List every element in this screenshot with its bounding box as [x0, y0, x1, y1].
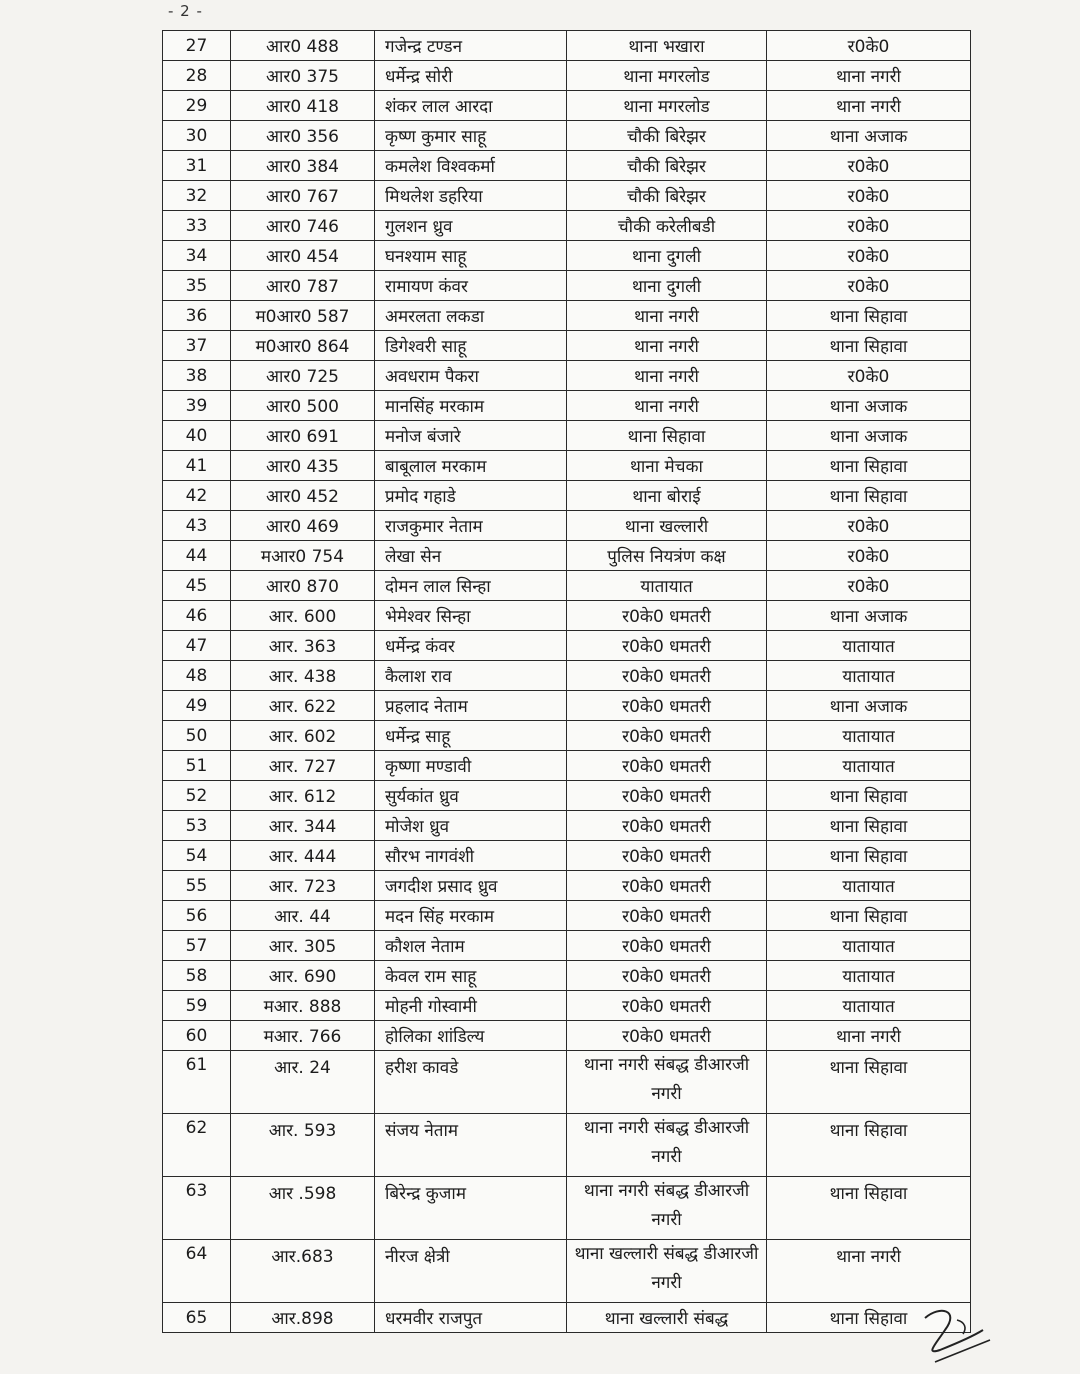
badge-number-cell: आर0 488 — [231, 31, 375, 61]
serial-number-cell: 61 — [163, 1051, 231, 1114]
posted-to-cell: थाना सिहावा — [767, 331, 971, 361]
table-row — [163, 721, 971, 751]
table-row — [163, 121, 971, 151]
serial-number-cell: 65 — [163, 1303, 231, 1333]
posted-to-cell: थाना सिहावा — [767, 1303, 971, 1333]
table-row — [163, 1303, 971, 1333]
name-cell: मोजेश ध्रुव — [375, 811, 567, 841]
badge-number-cell: आर.683 — [231, 1240, 375, 1303]
posted-from-cell: र0के0 धमतरी — [567, 631, 767, 661]
name-cell: कौशल नेताम — [375, 931, 567, 961]
badge-number-cell: आर. 444 — [231, 841, 375, 871]
serial-number-cell: 27 — [163, 31, 231, 61]
posted-from-cell: र0के0 धमतरी — [567, 1021, 767, 1051]
serial-number-cell: 43 — [163, 511, 231, 541]
posted-to-cell: यातायात — [767, 991, 971, 1021]
name-cell: हरीश कावडे — [375, 1051, 567, 1114]
table-row — [163, 181, 971, 211]
serial-number-cell: 42 — [163, 481, 231, 511]
posted-from-cell: र0के0 धमतरी — [567, 871, 767, 901]
posted-to-cell: र0के0 — [767, 241, 971, 271]
table-row — [163, 901, 971, 931]
badge-number-cell: आर. 24 — [231, 1051, 375, 1114]
serial-number-cell: 60 — [163, 1021, 231, 1051]
posted-to-cell: यातायात — [767, 871, 971, 901]
serial-number-cell: 47 — [163, 631, 231, 661]
badge-number-cell: आर0 435 — [231, 451, 375, 481]
badge-number-cell: आर. 600 — [231, 601, 375, 631]
posted-to-cell: थाना अजाक — [767, 601, 971, 631]
posted-from-cell: थाना खल्लारी संबद्ध — [567, 1303, 767, 1333]
posted-to-cell: थाना अजाक — [767, 691, 971, 721]
badge-number-cell: आर0 469 — [231, 511, 375, 541]
serial-number-cell: 49 — [163, 691, 231, 721]
serial-number-cell: 53 — [163, 811, 231, 841]
posted-from-cell: र0के0 धमतरी — [567, 991, 767, 1021]
name-cell: सुर्यकांत ध्रुव — [375, 781, 567, 811]
name-cell: शंकर लाल आरदा — [375, 91, 567, 121]
posted-from-cell: थाना नगरी संबद्ध डीआरजी नगरी — [567, 1177, 767, 1240]
table-row — [163, 691, 971, 721]
posted-from-cell: थाना खल्लारी संबद्ध डीआरजी नगरी — [567, 1240, 767, 1303]
serial-number-cell: 46 — [163, 601, 231, 631]
serial-number-cell: 58 — [163, 961, 231, 991]
posted-to-cell: र0के0 — [767, 271, 971, 301]
table-row — [163, 31, 971, 61]
name-cell: मानसिंह मरकाम — [375, 391, 567, 421]
name-cell: धरमवीर राजपुत — [375, 1303, 567, 1333]
posted-from-cell: यातायात — [567, 571, 767, 601]
serial-number-cell: 32 — [163, 181, 231, 211]
name-cell: धर्मेन्द्र कंवर — [375, 631, 567, 661]
badge-number-cell: आर0 767 — [231, 181, 375, 211]
posted-from-cell: चौकी करेलीबडी — [567, 211, 767, 241]
name-cell: अमरलता लकडा — [375, 301, 567, 331]
posted-from-cell: र0के0 धमतरी — [567, 931, 767, 961]
table-row — [163, 61, 971, 91]
posted-to-cell: र0के0 — [767, 361, 971, 391]
badge-number-cell: आर0 452 — [231, 481, 375, 511]
badge-number-cell: म0आर0 864 — [231, 331, 375, 361]
transfer-table — [162, 30, 971, 1333]
posted-to-cell: थाना सिहावा — [767, 901, 971, 931]
badge-number-cell: आर0 746 — [231, 211, 375, 241]
serial-number-cell: 45 — [163, 571, 231, 601]
serial-number-cell: 44 — [163, 541, 231, 571]
table-row — [163, 961, 971, 991]
posted-to-cell: र0के0 — [767, 151, 971, 181]
posted-to-cell: थाना नगरी — [767, 1021, 971, 1051]
name-cell: अवधराम पैकरा — [375, 361, 567, 391]
name-cell: राजकुमार नेताम — [375, 511, 567, 541]
table-row — [163, 361, 971, 391]
serial-number-cell: 39 — [163, 391, 231, 421]
serial-number-cell: 63 — [163, 1177, 231, 1240]
badge-number-cell: आर0 870 — [231, 571, 375, 601]
table-row — [163, 781, 971, 811]
name-cell: कमलेश विश्वकर्मा — [375, 151, 567, 181]
badge-number-cell: मआर. 888 — [231, 991, 375, 1021]
serial-number-cell: 52 — [163, 781, 231, 811]
name-cell: मदन सिंह मरकाम — [375, 901, 567, 931]
badge-number-cell: आर. 612 — [231, 781, 375, 811]
posted-from-cell: थाना नगरी — [567, 391, 767, 421]
badge-number-cell: आर0 691 — [231, 421, 375, 451]
posted-from-cell: र0के0 धमतरी — [567, 781, 767, 811]
serial-number-cell: 36 — [163, 301, 231, 331]
table-row — [163, 451, 971, 481]
table-row — [163, 601, 971, 631]
name-cell: प्रहलाद नेताम — [375, 691, 567, 721]
name-cell: बाबूलाल मरकाम — [375, 451, 567, 481]
posted-to-cell: यातायात — [767, 631, 971, 661]
serial-number-cell: 57 — [163, 931, 231, 961]
posted-from-cell: थाना सिहावा — [567, 421, 767, 451]
table-row — [163, 1177, 971, 1240]
table-row — [163, 1240, 971, 1303]
badge-number-cell: आर. 438 — [231, 661, 375, 691]
posted-from-cell: थाना मेचका — [567, 451, 767, 481]
name-cell: गुलशन ध्रुव — [375, 211, 567, 241]
badge-number-cell: मआर0 754 — [231, 541, 375, 571]
serial-number-cell: 30 — [163, 121, 231, 151]
posted-to-cell: थाना सिहावा — [767, 811, 971, 841]
table-row — [163, 421, 971, 451]
table-row — [163, 211, 971, 241]
serial-number-cell: 33 — [163, 211, 231, 241]
serial-number-cell: 40 — [163, 421, 231, 451]
posted-to-cell: थाना सिहावा — [767, 841, 971, 871]
posted-to-cell: र0के0 — [767, 541, 971, 571]
posted-from-cell: र0के0 धमतरी — [567, 961, 767, 991]
serial-number-cell: 37 — [163, 331, 231, 361]
posted-from-cell: थाना दुगली — [567, 241, 767, 271]
table-row — [163, 871, 971, 901]
posted-to-cell: थाना नगरी — [767, 91, 971, 121]
signature-mark — [905, 1300, 995, 1370]
table-row — [163, 511, 971, 541]
posted-to-cell: थाना सिहावा — [767, 781, 971, 811]
posted-from-cell: थाना मगरलोड — [567, 61, 767, 91]
posted-to-cell: र0के0 — [767, 31, 971, 61]
posted-from-cell: थाना भखारा — [567, 31, 767, 61]
table-row — [163, 1051, 971, 1114]
posted-from-cell: थाना नगरी — [567, 301, 767, 331]
table-row — [163, 1114, 971, 1177]
posted-from-cell: र0के0 धमतरी — [567, 841, 767, 871]
badge-number-cell: आर0 375 — [231, 61, 375, 91]
posted-to-cell: थाना सिहावा — [767, 301, 971, 331]
serial-number-cell: 35 — [163, 271, 231, 301]
badge-number-cell: आर. 363 — [231, 631, 375, 661]
posted-from-cell: थाना खल्लारी — [567, 511, 767, 541]
posted-to-cell: थाना सिहावा — [767, 451, 971, 481]
serial-number-cell: 55 — [163, 871, 231, 901]
name-cell: घनश्याम साहू — [375, 241, 567, 271]
posted-from-cell: थाना दुगली — [567, 271, 767, 301]
posted-to-cell: यातायात — [767, 661, 971, 691]
posted-from-cell: थाना नगरी — [567, 361, 767, 391]
name-cell: केवल राम साहू — [375, 961, 567, 991]
name-cell: भेमेश्वर सिन्हा — [375, 601, 567, 631]
posted-from-cell: थाना नगरी संबद्ध डीआरजी नगरी — [567, 1051, 767, 1114]
table-row — [163, 571, 971, 601]
serial-number-cell: 51 — [163, 751, 231, 781]
table-row — [163, 541, 971, 571]
page-number: - 2 - — [168, 2, 203, 20]
name-cell: कृष्णा मण्डावी — [375, 751, 567, 781]
name-cell: मोहनी गोस्वामी — [375, 991, 567, 1021]
posted-to-cell: थाना नगरी — [767, 61, 971, 91]
table-row — [163, 481, 971, 511]
badge-number-cell: आर0 500 — [231, 391, 375, 421]
table-row — [163, 841, 971, 871]
name-cell: नीरज क्षेत्री — [375, 1240, 567, 1303]
badge-number-cell: आर0 787 — [231, 271, 375, 301]
name-cell: धर्मेन्द्र सोरी — [375, 61, 567, 91]
serial-number-cell: 31 — [163, 151, 231, 181]
posted-to-cell: थाना सिहावा — [767, 1051, 971, 1114]
badge-number-cell: आर. 593 — [231, 1114, 375, 1177]
name-cell: मिथलेश डहरिया — [375, 181, 567, 211]
posted-to-cell: थाना नगरी — [767, 1240, 971, 1303]
name-cell: सौरभ नागवंशी — [375, 841, 567, 871]
badge-number-cell: आर. 602 — [231, 721, 375, 751]
name-cell: प्रमोद गहाडे — [375, 481, 567, 511]
name-cell: होलिका शांडिल्य — [375, 1021, 567, 1051]
badge-number-cell: आर0 356 — [231, 121, 375, 151]
posted-to-cell: यातायात — [767, 931, 971, 961]
posted-to-cell: थाना अजाक — [767, 391, 971, 421]
posted-from-cell: र0के0 धमतरी — [567, 901, 767, 931]
posted-from-cell: र0के0 धमतरी — [567, 751, 767, 781]
serial-number-cell: 38 — [163, 361, 231, 391]
posted-to-cell: यातायात — [767, 751, 971, 781]
posted-from-cell: र0के0 धमतरी — [567, 601, 767, 631]
posted-to-cell: यातायात — [767, 721, 971, 751]
name-cell: बिरेन्द्र कुजाम — [375, 1177, 567, 1240]
posted-from-cell: चौकी बिरेझर — [567, 151, 767, 181]
posted-from-cell: र0के0 धमतरी — [567, 661, 767, 691]
posted-from-cell: चौकी बिरेझर — [567, 181, 767, 211]
badge-number-cell: आर. 690 — [231, 961, 375, 991]
badge-number-cell: आर. 723 — [231, 871, 375, 901]
posted-to-cell: यातायात — [767, 961, 971, 991]
name-cell: लेखा सेन — [375, 541, 567, 571]
table-row — [163, 391, 971, 421]
table-row — [163, 661, 971, 691]
posted-to-cell: र0के0 — [767, 571, 971, 601]
table-row — [163, 91, 971, 121]
badge-number-cell: म0आर0 587 — [231, 301, 375, 331]
name-cell: जगदीश प्रसाद ध्रुव — [375, 871, 567, 901]
table-row — [163, 751, 971, 781]
badge-number-cell: आर0 454 — [231, 241, 375, 271]
serial-number-cell: 54 — [163, 841, 231, 871]
posted-to-cell: थाना अजाक — [767, 121, 971, 151]
posted-from-cell: थाना नगरी — [567, 331, 767, 361]
table-row — [163, 811, 971, 841]
serial-number-cell: 28 — [163, 61, 231, 91]
table-row — [163, 301, 971, 331]
serial-number-cell: 34 — [163, 241, 231, 271]
name-cell: धर्मेन्द्र साहू — [375, 721, 567, 751]
serial-number-cell: 29 — [163, 91, 231, 121]
posted-to-cell: र0के0 — [767, 181, 971, 211]
serial-number-cell: 62 — [163, 1114, 231, 1177]
table-row — [163, 631, 971, 661]
posted-to-cell: र0के0 — [767, 511, 971, 541]
serial-number-cell: 64 — [163, 1240, 231, 1303]
name-cell: दोमन लाल सिन्हा — [375, 571, 567, 601]
table-row — [163, 241, 971, 271]
table-row — [163, 931, 971, 961]
posted-from-cell: चौकी बिरेझर — [567, 121, 767, 151]
badge-number-cell: आर. 727 — [231, 751, 375, 781]
badge-number-cell: आर0 384 — [231, 151, 375, 181]
serial-number-cell: 50 — [163, 721, 231, 751]
posted-from-cell: थाना मगरलोड — [567, 91, 767, 121]
posted-from-cell: थाना बोराई — [567, 481, 767, 511]
posted-to-cell: र0के0 — [767, 211, 971, 241]
table-row — [163, 271, 971, 301]
name-cell: मनोज बंजारे — [375, 421, 567, 451]
badge-number-cell: आर0 418 — [231, 91, 375, 121]
serial-number-cell: 59 — [163, 991, 231, 1021]
serial-number-cell: 48 — [163, 661, 231, 691]
posted-from-cell: थाना नगरी संबद्ध डीआरजी नगरी — [567, 1114, 767, 1177]
serial-number-cell: 56 — [163, 901, 231, 931]
posted-to-cell: थाना सिहावा — [767, 1177, 971, 1240]
serial-number-cell: 41 — [163, 451, 231, 481]
badge-number-cell: आर. 622 — [231, 691, 375, 721]
badge-number-cell: आर .598 — [231, 1177, 375, 1240]
posted-to-cell: थाना अजाक — [767, 421, 971, 451]
posted-from-cell: र0के0 धमतरी — [567, 811, 767, 841]
badge-number-cell: मआर. 766 — [231, 1021, 375, 1051]
name-cell: संजय नेताम — [375, 1114, 567, 1177]
badge-number-cell: आर. 44 — [231, 901, 375, 931]
posted-to-cell: थाना सिहावा — [767, 1114, 971, 1177]
badge-number-cell: आर0 725 — [231, 361, 375, 391]
name-cell: रामायण कंवर — [375, 271, 567, 301]
table-body — [163, 31, 971, 1333]
table-row — [163, 331, 971, 361]
posted-from-cell: र0के0 धमतरी — [567, 691, 767, 721]
table-row — [163, 151, 971, 181]
name-cell: डिगेश्वरी साहू — [375, 331, 567, 361]
badge-number-cell: आर. 344 — [231, 811, 375, 841]
table-row — [163, 1021, 971, 1051]
name-cell: गजेन्द्र टण्डन — [375, 31, 567, 61]
name-cell: कैलाश राव — [375, 661, 567, 691]
badge-number-cell: आर. 305 — [231, 931, 375, 961]
posted-from-cell: र0के0 धमतरी — [567, 721, 767, 751]
posted-to-cell: थाना सिहावा — [767, 481, 971, 511]
table-row — [163, 991, 971, 1021]
posted-from-cell: पुलिस नियत्रंण कक्ष — [567, 541, 767, 571]
name-cell: कृष्ण कुमार साहू — [375, 121, 567, 151]
badge-number-cell: आर.898 — [231, 1303, 375, 1333]
